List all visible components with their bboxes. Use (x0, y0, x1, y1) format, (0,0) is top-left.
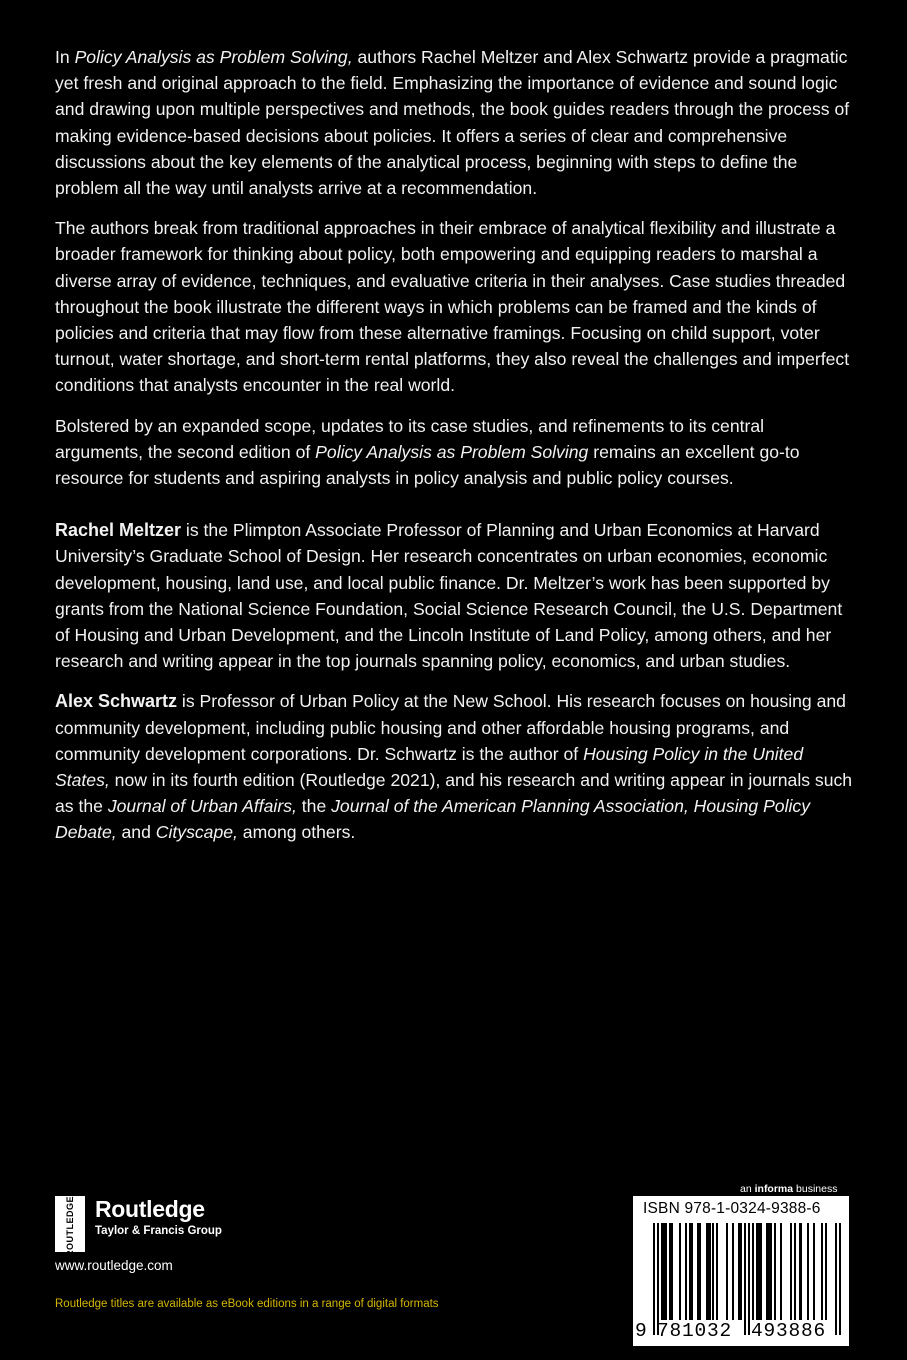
author-bio-meltzer: Rachel Meltzer is the Plimpton Associate Professor of Planning and Urban Economics at Harvard University’s Graduate School of Design. Her research concentrates on urban economies, economic development, housing, land use, and local public finance. Dr. Meltzer’s work has been supported by grants from the National Science Foundation, Social Science Research Council, the U.S. Department of Housing and Urban Development, and the Lincoln Institute of Land Policy, among others, and her research and writing appear in the top journals spanning policy, economics, and urban studies. (55, 520, 843, 672)
barcode-bar (839, 1223, 841, 1335)
barcode-bar (740, 1223, 742, 1320)
publisher-logo (55, 1196, 355, 1258)
barcode-bar (708, 1223, 710, 1320)
barcode-bar (813, 1223, 815, 1320)
barcode-bar (799, 1223, 801, 1320)
author-name: Rachel Meltzer (55, 520, 182, 541)
barcode-bar (774, 1223, 776, 1320)
barcode-bars (653, 1223, 841, 1320)
barcode-bar (821, 1223, 823, 1320)
barcode-digits-right: 493886 (751, 1320, 827, 1342)
routledge-mark-icon: ROUTLEDGE (55, 1196, 85, 1252)
barcode-bar (835, 1223, 837, 1335)
barcode-digits-left: 781032 (657, 1320, 733, 1342)
barcode-bar (657, 1223, 659, 1335)
barcode-bar (685, 1223, 687, 1320)
barcode-bar (794, 1223, 796, 1320)
book-title: Policy Analysis as Problem Solving (315, 441, 589, 462)
barcode-bar (770, 1223, 772, 1320)
barcode-bar (665, 1223, 667, 1320)
barcode-bar (744, 1223, 746, 1335)
back-cover-blurb (55, 44, 855, 860)
blurb-paragraph-3: Bolstered by an expanded scope, updates to its case studies, and refinements to its central arguments, the second edition of Policy Analysis as Problem Solving remains an excellent go-to resource for students and aspiring analysts in policy analysis and public policy courses. (55, 415, 800, 489)
publisher-group: Taylor & Francis Group (95, 1225, 222, 1237)
barcode-bar (671, 1223, 673, 1320)
informa-tagline: an informa business (740, 1183, 838, 1195)
barcode-bar (732, 1223, 734, 1320)
barcode-bar (748, 1223, 750, 1335)
publisher-website[interactable]: www.routledge.com (55, 1258, 173, 1273)
blurb-paragraph-2: The authors break from traditional approaches in their embrace of analytical flexibility and illustrate a broader framework for thinking about policy, both empowering and equipping readers to marshal a diverse array of evidence, techniques, and evaluative criteria in their analyses. Case studies threaded throughout the book illustrate the different ways in which problems can be framed and the kinds of policies and criteria that may flow from these alternative framings. Focusing on child support, voter turnout, water shortage, and short-term rental platforms, they also reveal the challenges and imperfect conditions that analysts encounter in the real world. (55, 218, 850, 396)
barcode-bar (712, 1223, 714, 1320)
author-name: Alex Schwartz (55, 691, 178, 712)
barcode-bar (807, 1223, 809, 1320)
barcode-bar (726, 1223, 728, 1320)
barcode-bar (679, 1223, 681, 1320)
author-bio-schwartz: Alex Schwartz is Professor of Urban Policy at the New School. His research focuses on housing and community development, including public housing and other affordable housing programs, and community development corporations. Dr. Schwartz is the author of Housing Policy in the United States, now in its fourth edition (Routledge 2021), and his research and writing appear in journals such as the Journal of Urban Affairs, the Journal of the American Planning Association, Housing Policy Debate, and Cityscape, among others. (55, 691, 853, 843)
barcode-bar (752, 1223, 754, 1320)
ebook-note: Routledge titles are available as eBook editions in a range of digital formats (55, 1298, 439, 1310)
barcode-digit-first: 9 (635, 1320, 647, 1342)
barcode-bar (691, 1223, 693, 1320)
isbn-label: ISBN 978-1-0324-9388-6 (643, 1200, 821, 1217)
isbn-barcode (633, 1196, 849, 1346)
barcode-bar (699, 1223, 701, 1320)
barcode-bar (716, 1223, 718, 1320)
barcode-bar (653, 1223, 655, 1335)
barcode-bar (760, 1223, 762, 1320)
barcode-bar (825, 1223, 827, 1320)
blurb-paragraph-1: In Policy Analysis as Problem Solving, authors Rachel Meltzer and Alex Schwartz provide a pragmatic yet fresh and original approach to the field. Emphasizing the importance of evidence and sound logic and drawing upon multiple perspectives and methods, the book guides readers through the process of making evidence-based decisions about policies. It offers a series of clear and comprehensive discussions about the key elements of the analytical process, beginning with steps to define the problem all the way until analysts arrive at a recommendation. (55, 47, 850, 199)
barcode-bar (790, 1223, 792, 1320)
publisher-name: Routledge (95, 1196, 205, 1222)
barcode-bar (780, 1223, 782, 1320)
book-title: Policy Analysis as Problem Solving, (74, 47, 353, 67)
